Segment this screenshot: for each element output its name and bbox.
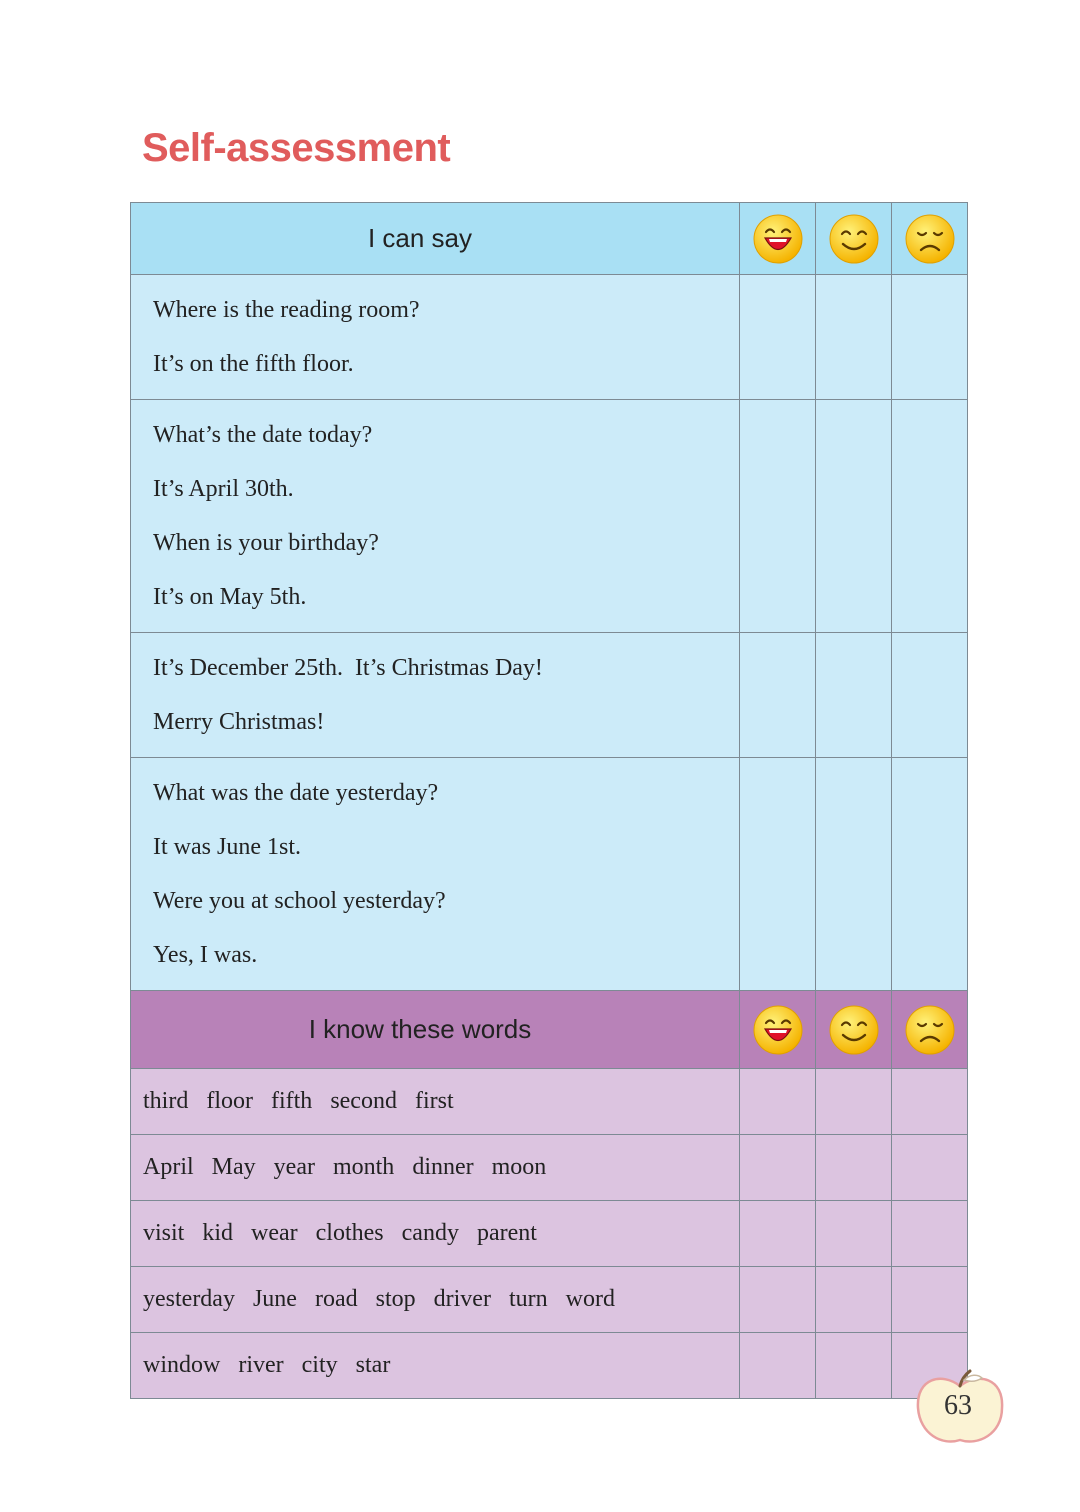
rating-cell-good[interactable] [816, 1069, 892, 1135]
word: city [301, 1352, 338, 1378]
page-number: 63 [944, 1390, 972, 1421]
word: first [414, 1088, 454, 1114]
rating-cell-good[interactable] [816, 400, 892, 633]
rating-cell-good[interactable] [816, 1201, 892, 1267]
word: April [143, 1154, 194, 1180]
word: kid [202, 1220, 234, 1246]
word: driver [433, 1286, 491, 1312]
say-row-text [131, 758, 740, 991]
say-line: It was June 1st. [153, 834, 301, 860]
rating-cell-good[interactable] [816, 275, 892, 400]
word: June [252, 1286, 297, 1312]
rating-cell-great[interactable] [740, 1201, 816, 1267]
word-list [131, 1201, 740, 1267]
words-row [131, 1201, 968, 1267]
word: star [355, 1352, 391, 1378]
rating-cell-great[interactable] [740, 1135, 816, 1201]
say-row [131, 400, 968, 633]
rating-cell-great[interactable] [740, 275, 816, 400]
say-row-text [131, 400, 740, 633]
rating-cell-good[interactable] [816, 633, 892, 758]
rating-cell-good[interactable] [816, 1135, 892, 1201]
rating-cell-poor[interactable] [892, 400, 968, 633]
smiling-face-icon [828, 213, 880, 265]
say-line: What’s the date today? [153, 422, 373, 448]
word-list [131, 1069, 740, 1135]
word: visit [143, 1220, 185, 1246]
say-line: Were you at school yesterday? [153, 888, 446, 914]
word: window [143, 1352, 221, 1378]
word: second [330, 1088, 397, 1114]
say-line: When is your birthday? [153, 530, 379, 556]
rating-cell-poor[interactable] [892, 1201, 968, 1267]
say-line: What was the date yesterday? [153, 780, 439, 806]
rating-cell-great[interactable] [740, 1069, 816, 1135]
words-header-row [131, 991, 968, 1069]
rating-cell-poor[interactable] [892, 1267, 968, 1333]
words-row [131, 1135, 968, 1201]
word: candy [401, 1220, 459, 1246]
word: May [211, 1154, 256, 1180]
words-row [131, 1069, 968, 1135]
rating-cell-poor[interactable] [892, 275, 968, 400]
word: dinner [412, 1154, 474, 1180]
rating-cell-good[interactable] [816, 758, 892, 991]
word: third [143, 1088, 189, 1114]
word: turn [508, 1286, 548, 1312]
say-header-face-cell [816, 203, 892, 275]
say-row [131, 633, 968, 758]
rating-cell-great[interactable] [740, 633, 816, 758]
laughing-face-icon [752, 1004, 804, 1056]
word: yesterday [143, 1286, 235, 1312]
sad-face-icon [904, 213, 956, 265]
say-row [131, 758, 968, 991]
say-header-face-cell [892, 203, 968, 275]
word: word [565, 1286, 615, 1312]
say-line: It’s on May 5th. [153, 584, 307, 610]
say-line: Yes, I was. [153, 942, 258, 968]
word: moon [491, 1154, 547, 1180]
rating-cell-poor[interactable] [892, 758, 968, 991]
say-header-face-cell [740, 203, 816, 275]
laughing-face-icon [752, 213, 804, 265]
say-line: Where is the reading room? [153, 297, 420, 323]
rating-cell-poor[interactable] [892, 1069, 968, 1135]
word-list [131, 1135, 740, 1201]
sad-face-icon [904, 1004, 956, 1056]
say-header-row [131, 203, 968, 275]
words-header-label: I know these words [131, 991, 740, 1069]
rating-cell-good[interactable] [816, 1267, 892, 1333]
word: parent [476, 1220, 537, 1246]
rating-cell-poor[interactable] [892, 633, 968, 758]
page-title: Self-assessment [142, 126, 451, 170]
words-header-face-cell [740, 991, 816, 1069]
word: wear [251, 1220, 298, 1246]
rating-cell-great[interactable] [740, 1267, 816, 1333]
words-row [131, 1333, 968, 1399]
rating-cell-great[interactable] [740, 1333, 816, 1399]
say-line: Merry Christmas! [153, 709, 325, 735]
words-row [131, 1267, 968, 1333]
word: river [238, 1352, 284, 1378]
say-header-label: I can say [131, 203, 740, 275]
say-row-text [131, 633, 740, 758]
say-line: It’s December 25th. It’s Christmas Day! [153, 655, 543, 681]
say-line: It’s on the fifth floor. [153, 351, 354, 377]
word: road [314, 1286, 358, 1312]
smiling-face-icon [828, 1004, 880, 1056]
word: clothes [315, 1220, 384, 1246]
word: stop [375, 1286, 416, 1312]
word-list [131, 1333, 740, 1399]
word: fifth [270, 1088, 313, 1114]
word-list [131, 1267, 740, 1333]
self-assessment-table [130, 202, 968, 1399]
words-header-face-cell [816, 991, 892, 1069]
rating-cell-great[interactable] [740, 758, 816, 991]
say-line: It’s April 30th. [153, 476, 294, 502]
rating-cell-good[interactable] [816, 1333, 892, 1399]
word: year [273, 1154, 315, 1180]
say-row-text [131, 275, 740, 400]
say-row [131, 275, 968, 400]
rating-cell-poor[interactable] [892, 1135, 968, 1201]
word: floor [206, 1088, 253, 1114]
word: month [332, 1154, 395, 1180]
rating-cell-great[interactable] [740, 400, 816, 633]
words-header-face-cell [892, 991, 968, 1069]
